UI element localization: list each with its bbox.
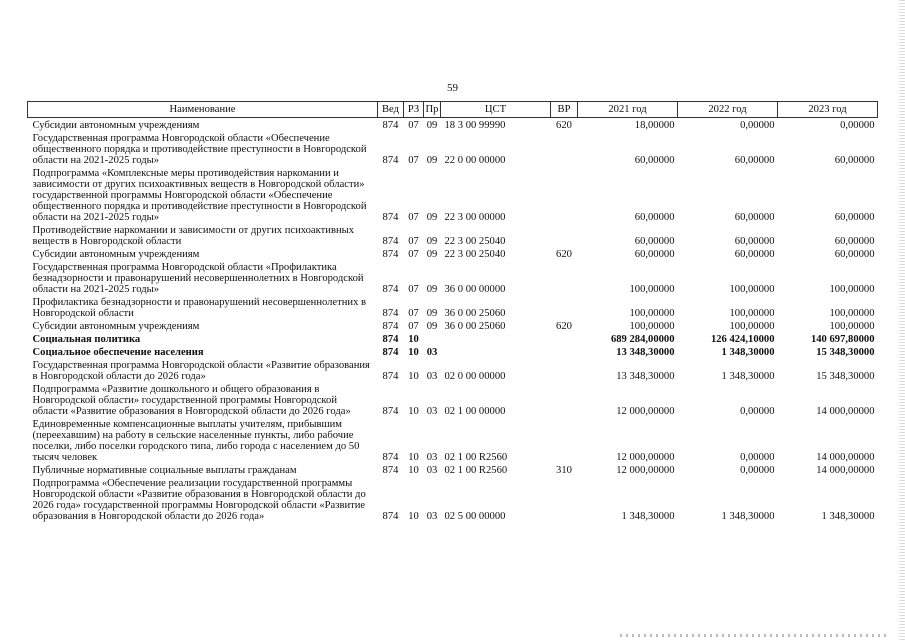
cell-cst: 22 3 00 25040 bbox=[444, 236, 506, 247]
scan-edge bbox=[899, 0, 905, 640]
cell-cst: 02 1 00 R2560 bbox=[444, 465, 508, 476]
cell-name: Субсидии автономным учреждениям bbox=[32, 120, 200, 131]
cell-name: Противодействие наркомании и зависимости от других психоактивных веществ в Новгородской области bbox=[32, 225, 355, 247]
cell-cst: 36 0 00 25060 bbox=[444, 321, 506, 332]
cell-pr: 03 bbox=[426, 452, 438, 463]
cell-2023: 100,00000 bbox=[829, 321, 875, 332]
cell-cst: 22 3 00 00000 bbox=[444, 212, 506, 223]
cell-2021: 60,00000 bbox=[634, 212, 675, 223]
cell-vr bbox=[551, 131, 578, 166]
header-ved: Вед bbox=[378, 102, 404, 118]
cell-name: Единовременные компенсационные выплаты учителям, прибывшим (переехавшим) на работу в сельские населенные пункты, либо рабочие поселки, либо поселки городского типа, либо города с населением до 50 тысяч человек bbox=[32, 419, 360, 463]
cell-ved: 874 bbox=[382, 511, 399, 522]
table-row bbox=[28, 166, 878, 223]
cell-2021: 12 000,00000 bbox=[616, 406, 675, 417]
cell-2023: 100,00000 bbox=[829, 308, 875, 319]
cell-rz: 10 bbox=[408, 406, 419, 417]
cell-pr: 09 bbox=[426, 212, 438, 223]
cell-2022: 1 348,30000 bbox=[721, 511, 775, 522]
cell-rz: 07 bbox=[408, 212, 419, 223]
cell-ved: 874 bbox=[382, 236, 399, 247]
cell-vr bbox=[551, 358, 578, 382]
table-row bbox=[28, 131, 878, 166]
cell-2023: 1 348,30000 bbox=[821, 511, 875, 522]
cell-vr bbox=[551, 166, 578, 223]
cell-ved: 874 bbox=[382, 321, 399, 332]
cell-2023: 14 000,00000 bbox=[816, 406, 875, 417]
header-name: Наименование bbox=[28, 102, 378, 118]
cell-ved: 874 bbox=[382, 249, 399, 260]
cell-pr: 03 bbox=[426, 406, 438, 417]
cell-pr bbox=[424, 332, 441, 345]
cell-ved: 874 bbox=[382, 406, 399, 417]
cell-name: Подпрограмма «Комплексные меры противодействия наркомании и зависимости от других психоактивных веществ в Новгородской области» государственной программы Новгородской области «Обеспечение общественного порядка и противодействие преступности в Новгородской области на 2021-2025 годы» bbox=[32, 168, 367, 223]
cell-cst: 02 1 00 R2560 bbox=[444, 452, 508, 463]
cell-2021: 1 348,30000 bbox=[621, 511, 675, 522]
cell-name: Подпрограмма «Развитие дошкольного и общего образования в Новгородской области» государственной программы Новгородской области «Развитие образования в Новгородской области до 2026 года» bbox=[32, 384, 351, 417]
cell-pr: 03 bbox=[426, 371, 438, 382]
table-row bbox=[28, 476, 878, 522]
cell-cst: 36 0 00 00000 bbox=[444, 284, 506, 295]
cell-2023: 15 348,30000 bbox=[816, 347, 875, 358]
cell-name: Профилактика безнадзорности и правонарушений несовершеннолетних в Новгородской области bbox=[32, 297, 367, 319]
cell-2022: 60,00000 bbox=[734, 249, 775, 260]
table-body bbox=[28, 118, 878, 523]
cell-pr: 09 bbox=[426, 120, 438, 131]
table-row bbox=[28, 382, 878, 417]
cell-ved: 874 bbox=[382, 284, 399, 295]
table-row bbox=[28, 118, 878, 132]
cell-ved: 874 bbox=[382, 465, 399, 476]
table-row bbox=[28, 295, 878, 319]
cell-rz: 10 bbox=[408, 334, 419, 345]
cell-name: Социальное обеспечение населения bbox=[32, 347, 204, 358]
header-vr: ВР bbox=[551, 102, 578, 118]
cell-cst: 02 5 00 00000 bbox=[444, 511, 506, 522]
scan-smudge bbox=[620, 634, 890, 637]
table-row bbox=[28, 223, 878, 247]
table-row bbox=[28, 332, 878, 345]
cell-rz: 10 bbox=[408, 511, 419, 522]
cell-pr: 03 bbox=[426, 347, 438, 358]
cell-cst: 02 0 00 00000 bbox=[444, 371, 506, 382]
table-row bbox=[28, 247, 878, 260]
cell-2023: 60,00000 bbox=[834, 212, 875, 223]
cell-2021: 12 000,00000 bbox=[616, 452, 675, 463]
cell-name: Государственная программа Новгородской области «Профилактика безнадзорности и правонарушений несовершеннолетних в Новгородской области на 2021-2025 годы» bbox=[32, 262, 364, 295]
cell-name: Государственная программа Новгородской области «Развитие образования в Новгородской области до 2026 года» bbox=[32, 360, 370, 382]
cell-cst: 22 3 00 25040 bbox=[444, 249, 506, 260]
cell-name: Социальная политика bbox=[32, 334, 141, 345]
cell-rz: 07 bbox=[408, 249, 419, 260]
cell-name: Публичные нормативные социальные выплаты гражданам bbox=[32, 465, 297, 476]
cell-ved: 874 bbox=[382, 347, 399, 358]
header-cst: ЦСТ bbox=[441, 102, 551, 118]
cell-2021: 18,00000 bbox=[634, 120, 675, 131]
table-row bbox=[28, 463, 878, 476]
cell-rz: 07 bbox=[408, 308, 419, 319]
cell-2021: 100,00000 bbox=[629, 284, 675, 295]
cell-2022: 100,00000 bbox=[729, 284, 775, 295]
cell-rz: 07 bbox=[408, 120, 419, 131]
cell-pr: 03 bbox=[426, 511, 438, 522]
cell-2023: 14 000,00000 bbox=[816, 452, 875, 463]
cell-name: Субсидии автономным учреждениям bbox=[32, 249, 200, 260]
budget-table bbox=[27, 101, 878, 522]
cell-cst bbox=[441, 345, 551, 358]
cell-name: Подпрограмма «Обеспечение реализации государственной программы Новгородской области «Развитие образования в Новгородской области до 2026 года» государственной программы Новгородской области «Развитие образования в Новгородской области до 2026 года» bbox=[32, 478, 366, 522]
cell-cst: 36 0 00 25060 bbox=[444, 308, 506, 319]
cell-ved: 874 bbox=[382, 155, 399, 166]
cell-2021: 60,00000 bbox=[634, 155, 675, 166]
cell-name: Государственная программа Новгородской области «Обеспечение общественного порядка и противодействие преступности в Новгородской области на 2021-2025 годы» bbox=[32, 133, 367, 166]
cell-vr: 620 bbox=[556, 321, 572, 332]
page-number: 59 bbox=[447, 82, 458, 94]
cell-2021: 13 348,30000 bbox=[616, 371, 675, 382]
cell-2022: 100,00000 bbox=[729, 308, 775, 319]
cell-vr: 310 bbox=[556, 465, 572, 476]
cell-rz: 10 bbox=[408, 465, 419, 476]
cell-rz: 07 bbox=[408, 284, 419, 295]
cell-2023: 140 697,80000 bbox=[810, 334, 875, 345]
cell-vr bbox=[551, 295, 578, 319]
header-2023: 2023 год bbox=[778, 102, 878, 118]
cell-pr: 09 bbox=[426, 249, 438, 260]
cell-2022: 60,00000 bbox=[734, 236, 775, 247]
cell-cst: 22 0 00 00000 bbox=[444, 155, 506, 166]
cell-2021: 13 348,30000 bbox=[616, 347, 675, 358]
cell-vr bbox=[551, 382, 578, 417]
table-row bbox=[28, 260, 878, 295]
cell-vr: 620 bbox=[556, 120, 572, 131]
table-header-row bbox=[28, 102, 878, 118]
cell-2022: 0,00000 bbox=[740, 465, 775, 476]
cell-2021: 60,00000 bbox=[634, 236, 675, 247]
table-row bbox=[28, 358, 878, 382]
cell-pr: 09 bbox=[426, 321, 438, 332]
cell-cst: 18 3 00 99990 bbox=[444, 120, 506, 131]
table-row bbox=[28, 417, 878, 463]
cell-ved: 874 bbox=[382, 212, 399, 223]
cell-2022: 0,00000 bbox=[740, 406, 775, 417]
cell-ved: 874 bbox=[382, 308, 399, 319]
cell-2022: 0,00000 bbox=[740, 452, 775, 463]
header-pr: Пр bbox=[424, 102, 441, 118]
cell-2023: 60,00000 bbox=[834, 236, 875, 247]
cell-2023: 60,00000 bbox=[834, 249, 875, 260]
table-row bbox=[28, 319, 878, 332]
cell-pr: 09 bbox=[426, 236, 438, 247]
cell-pr: 03 bbox=[426, 465, 438, 476]
cell-ved: 874 bbox=[382, 371, 399, 382]
cell-ved: 874 bbox=[382, 452, 399, 463]
cell-2023: 100,00000 bbox=[829, 284, 875, 295]
cell-ved: 874 bbox=[382, 334, 399, 345]
cell-pr: 09 bbox=[426, 284, 438, 295]
cell-2023: 60,00000 bbox=[834, 155, 875, 166]
header-2022: 2022 год bbox=[678, 102, 778, 118]
table-row bbox=[28, 345, 878, 358]
cell-cst bbox=[441, 332, 551, 345]
header-2021: 2021 год bbox=[578, 102, 678, 118]
cell-2021: 689 284,00000 bbox=[610, 334, 675, 345]
cell-cst: 02 1 00 00000 bbox=[444, 406, 506, 417]
cell-vr bbox=[551, 332, 578, 345]
cell-2022: 1 348,30000 bbox=[721, 371, 775, 382]
cell-2023: 0,00000 bbox=[840, 120, 875, 131]
header-rz: РЗ bbox=[404, 102, 424, 118]
cell-2022: 60,00000 bbox=[734, 212, 775, 223]
cell-2021: 100,00000 bbox=[629, 308, 675, 319]
cell-rz: 07 bbox=[408, 321, 419, 332]
cell-pr: 09 bbox=[426, 155, 438, 166]
cell-name: Субсидии автономным учреждениям bbox=[32, 321, 200, 332]
cell-ved: 874 bbox=[382, 120, 399, 131]
cell-vr bbox=[551, 223, 578, 247]
cell-vr bbox=[551, 417, 578, 463]
cell-rz: 10 bbox=[408, 452, 419, 463]
cell-2022: 1 348,30000 bbox=[721, 347, 775, 358]
cell-rz: 10 bbox=[408, 371, 419, 382]
cell-vr bbox=[551, 345, 578, 358]
cell-rz: 07 bbox=[408, 236, 419, 247]
cell-2022: 60,00000 bbox=[734, 155, 775, 166]
cell-2021: 60,00000 bbox=[634, 249, 675, 260]
cell-2023: 15 348,30000 bbox=[816, 371, 875, 382]
cell-2021: 12 000,00000 bbox=[616, 465, 675, 476]
cell-2022: 0,00000 bbox=[740, 120, 775, 131]
cell-2023: 14 000,00000 bbox=[816, 465, 875, 476]
cell-2022: 100,00000 bbox=[729, 321, 775, 332]
cell-vr: 620 bbox=[556, 249, 572, 260]
cell-2021: 100,00000 bbox=[629, 321, 675, 332]
cell-vr bbox=[551, 476, 578, 522]
cell-vr bbox=[551, 260, 578, 295]
cell-rz: 10 bbox=[408, 347, 419, 358]
cell-pr: 09 bbox=[426, 308, 438, 319]
cell-rz: 07 bbox=[408, 155, 419, 166]
cell-2022: 126 424,10000 bbox=[710, 334, 775, 345]
